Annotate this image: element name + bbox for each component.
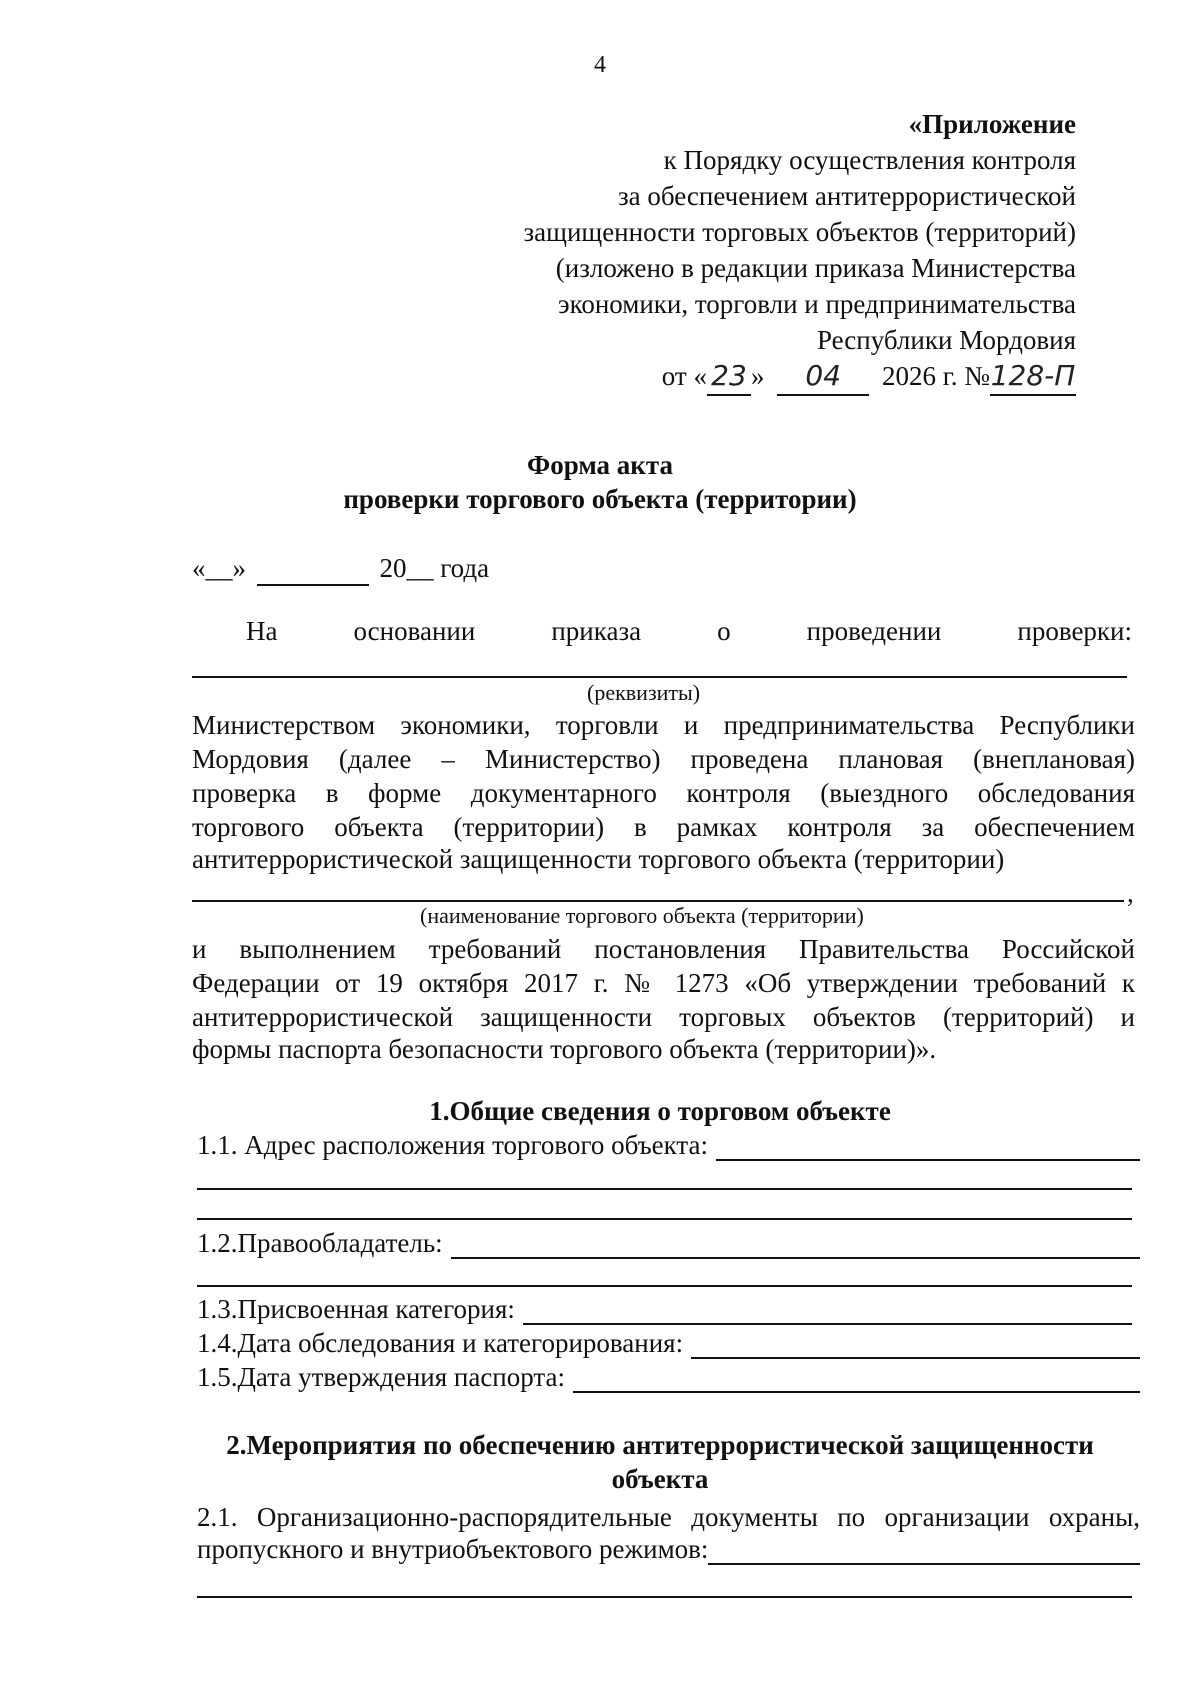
field-survey-date xyxy=(197,1328,1140,1359)
field-security-docs-label: пропускного и внутриобъектового режимов: xyxy=(197,1534,709,1564)
requisites-line xyxy=(192,676,1127,678)
paragraph-2-line-3: антитеррористической защищенности торговых объектов (территорий) и xyxy=(192,1002,1135,1032)
basis-word-1: На xyxy=(246,616,278,646)
date-month-blank xyxy=(257,553,369,586)
paragraph-2-line-2: Федерации от 19 октября 2017 г. № 1273 «Об утверждении требований к xyxy=(192,968,1135,998)
field-category-label: 1.3.Присвоенная категория: xyxy=(197,1294,515,1324)
field-address-line[interactable] xyxy=(716,1133,1140,1161)
field-address-line-2[interactable] xyxy=(197,1188,1132,1190)
header-line-3: защищенности торговых объектов (территорий) xyxy=(523,217,1076,247)
paragraph-1-line-1: Министерством экономики, торговли и предпринимательства Республики xyxy=(192,710,1135,740)
form-title-line-2: проверки торгового объекта (территории) xyxy=(343,484,857,514)
handwritten-month: 04 xyxy=(777,358,869,396)
page-number: 4 xyxy=(594,52,606,78)
object-name-comma: , xyxy=(1127,878,1134,908)
paragraph-2-line-1: и выполнением требований постановления Правительства Российской xyxy=(192,934,1135,964)
date-prefix: от « xyxy=(661,361,707,391)
handwritten-day: 23 xyxy=(707,358,751,396)
section-2-title-line-1: 2.Мероприятия по обеспечению антитеррористической защищенности xyxy=(226,1430,1094,1460)
header-line-2: за обеспечением антитеррористической xyxy=(617,181,1076,211)
field-address xyxy=(197,1130,1140,1161)
field-category-line[interactable] xyxy=(523,1297,1132,1325)
basis-word-2: основании xyxy=(353,616,476,646)
date-day-blank: «__» xyxy=(192,553,246,583)
paragraph-1-last-line: антитеррористической защищенности торгового объекта (территории) xyxy=(192,844,1005,874)
date-year-text: 2026 г. № xyxy=(881,361,990,391)
field-security-docs-line-2[interactable] xyxy=(197,1596,1132,1598)
act-date-blank xyxy=(192,553,489,586)
basis-word-3: приказа xyxy=(551,616,642,646)
field-owner-line-2[interactable] xyxy=(197,1285,1132,1287)
date-year-blank: 20__ xyxy=(379,553,434,583)
field-security-docs xyxy=(197,1534,1140,1565)
field-category xyxy=(197,1294,1140,1325)
header-line-4: (изложено в редакции приказа Министерства xyxy=(555,253,1076,283)
section-2-item-1-line-1: 2.1. Организационно-распорядительные документы по организации охраны, xyxy=(197,1502,1140,1532)
field-passport-date-label: 1.5.Дата утверждения паспорта: xyxy=(197,1362,566,1392)
basis-word-4: о xyxy=(717,616,731,646)
field-owner-line[interactable] xyxy=(451,1231,1140,1259)
object-name-line xyxy=(192,900,1124,902)
field-survey-date-line[interactable] xyxy=(691,1331,1140,1359)
paragraph-1-line-2: Мордовия (далее – Министерство) проведена плановая (внеплановая) xyxy=(192,744,1135,774)
field-address-line-3[interactable] xyxy=(197,1218,1132,1220)
basis-word-6: проверки: xyxy=(1017,616,1132,646)
handwritten-order-number: 128-П xyxy=(990,358,1076,396)
date-day-close: » xyxy=(750,361,765,391)
header-line-1: к Порядку осуществления контроля xyxy=(663,145,1076,175)
header-line-6: Республики Мордовия xyxy=(816,325,1076,355)
section-1-title: 1.Общие сведения о торговом объекте xyxy=(429,1096,891,1126)
field-survey-date-label: 1.4.Дата обследования и категорирования: xyxy=(197,1328,684,1358)
field-passport-date xyxy=(197,1362,1140,1393)
field-security-docs-line[interactable] xyxy=(708,1537,1140,1565)
order-date-line xyxy=(662,358,1076,396)
requisites-caption: (реквизиты) xyxy=(587,680,701,705)
basis-word-5: проведении xyxy=(806,616,942,646)
basis-line xyxy=(246,616,1132,647)
field-passport-date-line[interactable] xyxy=(573,1365,1140,1393)
header-line-5: экономики, торговли и предпринимательства xyxy=(557,289,1076,319)
paragraph-1-line-3: проверка в форме документарного контроля (выездного обследования xyxy=(192,778,1135,808)
field-address-label: 1.1. Адрес расположения торгового объекта: xyxy=(197,1130,709,1160)
field-owner-label: 1.2.Правообладатель: xyxy=(197,1228,443,1258)
section-2-title-line-2: объекта xyxy=(611,1464,709,1494)
paragraph-2-last-line: формы паспорта безопасности торгового объекта (территории)». xyxy=(192,1034,937,1064)
date-suffix: года xyxy=(440,553,490,583)
field-owner xyxy=(197,1228,1140,1259)
appendix-title: «Приложение xyxy=(908,109,1076,139)
object-name-caption: (наименование торгового объекта (территории) xyxy=(420,903,864,928)
paragraph-1-line-4: торгового объекта (территории) в рамках контроля за обеспечением xyxy=(192,812,1135,842)
form-title-line-1: Форма акта xyxy=(527,450,673,480)
